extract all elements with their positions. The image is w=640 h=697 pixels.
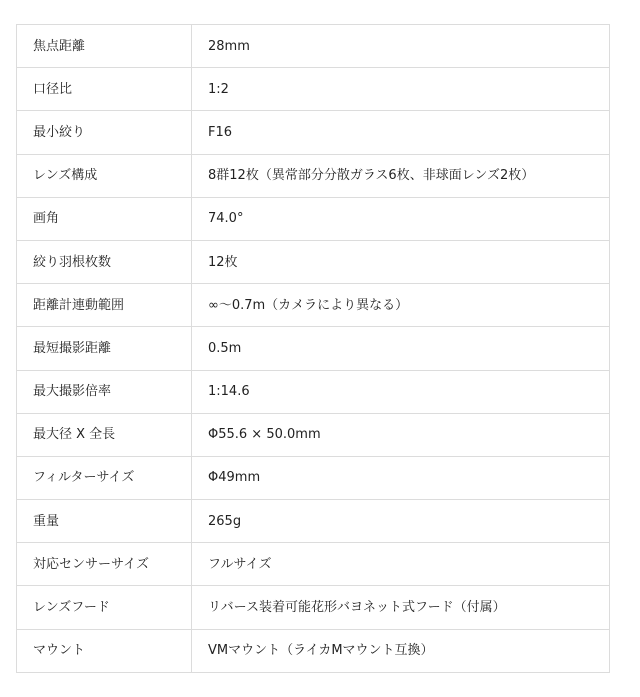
spec-label: レンズ構成: [17, 154, 192, 197]
table-row: [17, 327, 610, 370]
spec-value: 74.0°: [192, 197, 610, 240]
spec-label: フィルターサイズ: [17, 456, 192, 499]
table-row: [17, 25, 610, 68]
spec-value: 265g: [192, 500, 610, 543]
spec-value: ∞〜0.7m（カメラにより異なる）: [192, 284, 610, 327]
spec-value: Φ55.6 × 50.0mm: [192, 413, 610, 456]
spec-label: 距離計連動範囲: [17, 284, 192, 327]
table-row: [17, 111, 610, 154]
spec-label: 焦点距離: [17, 25, 192, 68]
table-row: [17, 68, 610, 111]
spec-value: 0.5m: [192, 327, 610, 370]
table-row: [17, 629, 610, 672]
spec-value: 1:2: [192, 68, 610, 111]
spec-value: 1:14.6: [192, 370, 610, 413]
spec-value: 28mm: [192, 25, 610, 68]
spec-label: 絞り羽根枚数: [17, 240, 192, 283]
table-row: [17, 240, 610, 283]
spec-value: 12枚: [192, 240, 610, 283]
spec-label: 最大径 X 全長: [17, 413, 192, 456]
spec-table: [16, 24, 610, 673]
spec-label: マウント: [17, 629, 192, 672]
table-row: [17, 154, 610, 197]
spec-value: 8群12枚（異常部分分散ガラス6枚、非球面レンズ2枚）: [192, 154, 610, 197]
spec-value: VMマウント（ライカMマウント互換）: [192, 629, 610, 672]
table-row: [17, 197, 610, 240]
spec-value: リバース装着可能花形バヨネット式フード（付属）: [192, 586, 610, 629]
table-row: [17, 586, 610, 629]
spec-label: 最小絞り: [17, 111, 192, 154]
spec-label: 最大撮影倍率: [17, 370, 192, 413]
spec-value: フルサイズ: [192, 543, 610, 586]
spec-label: 画角: [17, 197, 192, 240]
table-row: [17, 284, 610, 327]
spec-label: 最短撮影距離: [17, 327, 192, 370]
spec-label: 口径比: [17, 68, 192, 111]
table-row: [17, 500, 610, 543]
table-row: [17, 543, 610, 586]
spec-label: 重量: [17, 500, 192, 543]
spec-value: F16: [192, 111, 610, 154]
spec-label: レンズフード: [17, 586, 192, 629]
table-row: [17, 456, 610, 499]
spec-value: Φ49mm: [192, 456, 610, 499]
table-row: [17, 413, 610, 456]
table-row: [17, 370, 610, 413]
spec-label: 対応センサーサイズ: [17, 543, 192, 586]
